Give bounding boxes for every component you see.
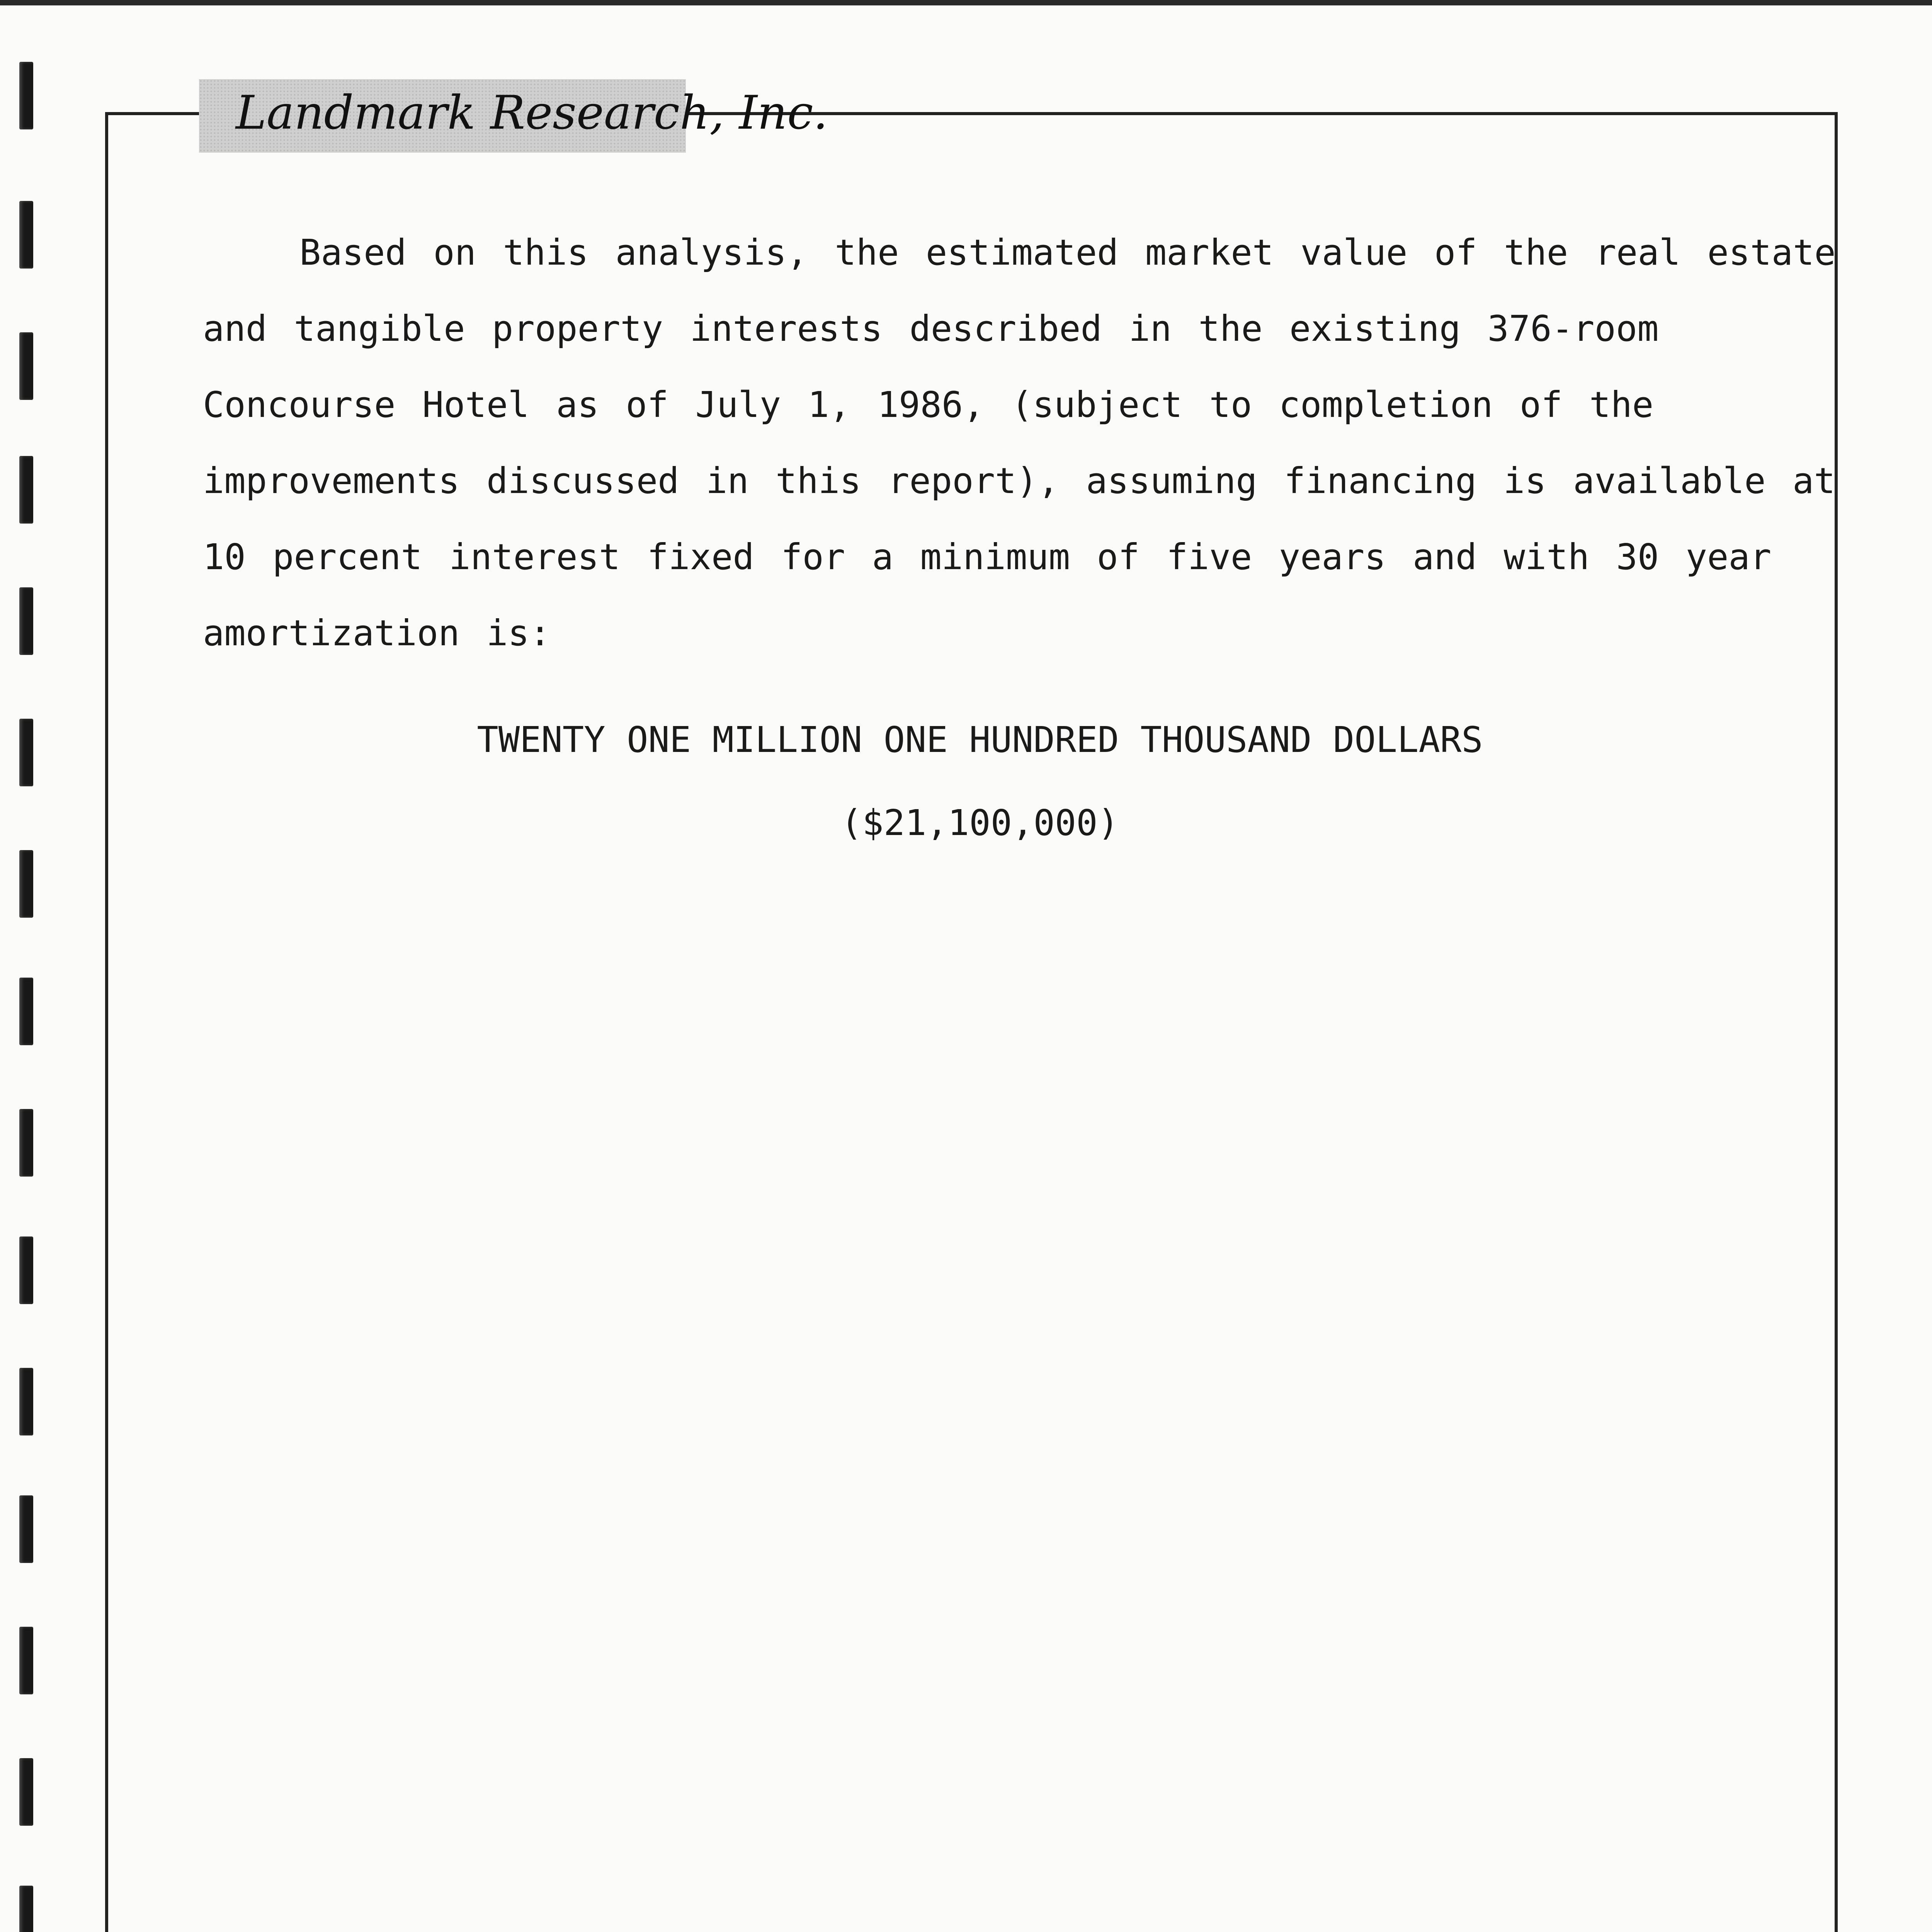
paragraph-line: Based on this analysis, the estimated market value of the real estate bbox=[299, 232, 1836, 273]
paragraph-line: improvements discussed in this report), assuming financing is available at bbox=[203, 460, 1835, 502]
binding-hole bbox=[19, 201, 33, 269]
binding-hole bbox=[19, 1236, 33, 1304]
binding-hole bbox=[19, 1627, 33, 1694]
binding-hole bbox=[19, 850, 33, 918]
binding-hole bbox=[19, 332, 33, 400]
binding-hole bbox=[19, 1368, 33, 1435]
paragraph-line: and tangible property interests described in the existing 376-room bbox=[203, 308, 1659, 349]
letterhead-company-name: Landmark Research, Inc. bbox=[236, 86, 828, 140]
binding-hole bbox=[19, 1886, 33, 1932]
valuation-amount-words: TWENTY ONE MILLION ONE HUNDRED THOUSAND DOLLARS bbox=[477, 719, 1483, 760]
binding-hole bbox=[19, 587, 33, 655]
binding-hole bbox=[19, 62, 33, 129]
valuation-paragraph bbox=[203, 214, 1836, 671]
valuation-amount-figure: ($21,100,000) bbox=[840, 802, 1119, 844]
page-top-edge bbox=[0, 0, 1932, 5]
binding-holes bbox=[19, 0, 39, 1932]
binding-hole bbox=[19, 978, 33, 1045]
binding-hole bbox=[19, 456, 33, 524]
paragraph-line: amortization is: bbox=[203, 612, 551, 654]
paragraph-line: 10 percent interest fixed for a minimum of five years and with 30 year bbox=[203, 536, 1772, 578]
binding-hole bbox=[19, 1758, 33, 1826]
binding-hole bbox=[19, 1495, 33, 1563]
paragraph-line: Concourse Hotel as of July 1, 1986, (subject to completion of the bbox=[203, 384, 1654, 425]
letterhead-logo bbox=[199, 79, 828, 153]
binding-hole bbox=[19, 1109, 33, 1177]
